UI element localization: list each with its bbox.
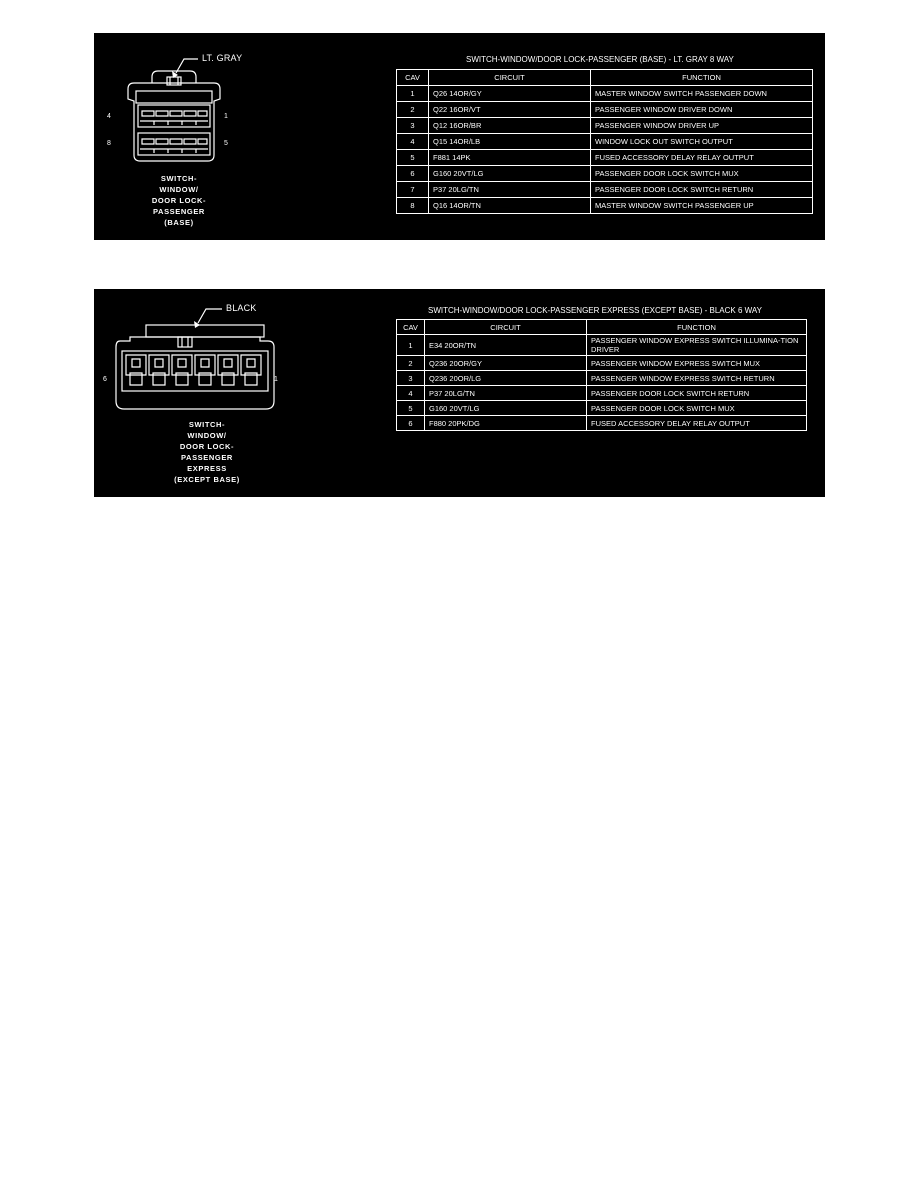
circuit-cell: E34 20OR/TN <box>425 335 587 356</box>
cav-cell: 4 <box>397 386 425 401</box>
function-cell: PASSENGER WINDOW EXPRESS SWITCH ILLUMINA-TION DRIVER <box>587 335 807 356</box>
cav-cell: 1 <box>397 86 429 102</box>
cav-cell: 2 <box>397 102 429 118</box>
pin-number-label: 4 <box>107 113 111 120</box>
cav-cell: 5 <box>397 401 425 416</box>
column-header-function: FUNCTION <box>591 70 813 86</box>
circuit-cell: Q26 14OR/GY <box>429 86 591 102</box>
table-header-row <box>397 320 807 335</box>
connector-latch <box>146 325 264 337</box>
table-row <box>397 134 813 150</box>
cav-cell: 8 <box>397 198 429 214</box>
function-cell: PASSENGER WINDOW DRIVER UP <box>591 118 813 134</box>
table-row <box>397 386 807 401</box>
pin-number-label: 1 <box>224 113 228 120</box>
table-header-row <box>397 70 813 86</box>
cav-cell: 6 <box>397 416 425 431</box>
table-title: SWITCH-WINDOW/DOOR LOCK-PASSENGER EXPRESS (EXCEPT BASE) - BLACK 6 WAY <box>428 306 762 315</box>
function-cell: PASSENGER DOOR LOCK SWITCH MUX <box>587 401 807 416</box>
function-cell: FUSED ACCESSORY DELAY RELAY OUTPUT <box>591 150 813 166</box>
pin-number-label: 6 <box>103 376 107 383</box>
function-cell: PASSENGER WINDOW DRIVER DOWN <box>591 102 813 118</box>
function-cell: MASTER WINDOW SWITCH PASSENGER DOWN <box>591 86 813 102</box>
circuit-cell: P37 20LG/TN <box>429 182 591 198</box>
cav-cell: 2 <box>397 356 425 371</box>
circuit-cell: Q16 14OR/TN <box>429 198 591 214</box>
table-row <box>397 335 807 356</box>
function-cell: FUSED ACCESSORY DELAY RELAY OUTPUT <box>587 416 807 431</box>
cav-cell: 3 <box>397 118 429 134</box>
table-title: SWITCH-WINDOW/DOOR LOCK-PASSENGER (BASE) - LT. GRAY 8 WAY <box>466 55 734 64</box>
pin-number-label: 5 <box>224 140 228 147</box>
wire-color-label: BLACK <box>226 303 257 313</box>
leader-line <box>198 309 222 323</box>
column-header-cav: CAV <box>397 70 429 86</box>
circuit-cell: Q236 20OR/GY <box>425 356 587 371</box>
wire-color-label: LT. GRAY <box>202 53 243 63</box>
function-cell: WINDOW LOCK OUT SWITCH OUTPUT <box>591 134 813 150</box>
table-row <box>397 371 807 386</box>
connector-panel-base <box>94 33 825 240</box>
cav-cell: 7 <box>397 182 429 198</box>
cav-cell: 3 <box>397 371 425 386</box>
circuit-cell: G160 20VT/LG <box>429 166 591 182</box>
column-header-cav: CAV <box>397 320 425 335</box>
table-row <box>397 118 813 134</box>
connector-panel-express <box>94 289 825 497</box>
table-row <box>397 150 813 166</box>
table-row <box>397 166 813 182</box>
function-cell: MASTER WINDOW SWITCH PASSENGER UP <box>591 198 813 214</box>
circuit-cell: F881 14PK <box>429 150 591 166</box>
circuit-cell: P37 20LG/TN <box>425 386 587 401</box>
table-row <box>397 356 807 371</box>
function-cell: PASSENGER DOOR LOCK SWITCH RETURN <box>587 386 807 401</box>
cav-cell: 4 <box>397 134 429 150</box>
cav-cell: 5 <box>397 150 429 166</box>
circuit-cell: Q15 14OR/LB <box>429 134 591 150</box>
column-header-function: FUNCTION <box>587 320 807 335</box>
table-row <box>397 86 813 102</box>
pin-number-label: 1 <box>274 376 278 383</box>
table-row <box>397 102 813 118</box>
connector-caption: SWITCH- WINDOW/ DOOR LOCK- PASSENGER (BASE) <box>151 174 207 227</box>
function-cell: PASSENGER WINDOW EXPRESS SWITCH RETURN <box>587 371 807 386</box>
function-cell: PASSENGER DOOR LOCK SWITCH MUX <box>591 166 813 182</box>
table-row <box>397 182 813 198</box>
function-cell: PASSENGER DOOR LOCK SWITCH RETURN <box>591 182 813 198</box>
circuit-cell: Q236 20OR/LG <box>425 371 587 386</box>
circuit-cell: Q22 16OR/VT <box>429 102 591 118</box>
cav-cell: 6 <box>397 166 429 182</box>
column-header-circuit: CIRCUIT <box>429 70 591 86</box>
table-row <box>397 198 813 214</box>
connector-caption: SWITCH- WINDOW/ DOOR LOCK- PASSENGER EXPRESS (EXCEPT BASE) <box>174 420 240 484</box>
pinout-table <box>396 319 807 431</box>
column-header-circuit: CIRCUIT <box>425 320 587 335</box>
table-row <box>397 416 807 431</box>
cav-cell: 1 <box>397 335 425 356</box>
pinout-table <box>396 69 813 214</box>
pin-number-label: 8 <box>107 140 111 147</box>
table-row <box>397 401 807 416</box>
function-cell: PASSENGER WINDOW EXPRESS SWITCH MUX <box>587 356 807 371</box>
circuit-cell: F880 20PK/DG <box>425 416 587 431</box>
circuit-cell: Q12 16OR/BR <box>429 118 591 134</box>
circuit-cell: G160 20VT/LG <box>425 401 587 416</box>
